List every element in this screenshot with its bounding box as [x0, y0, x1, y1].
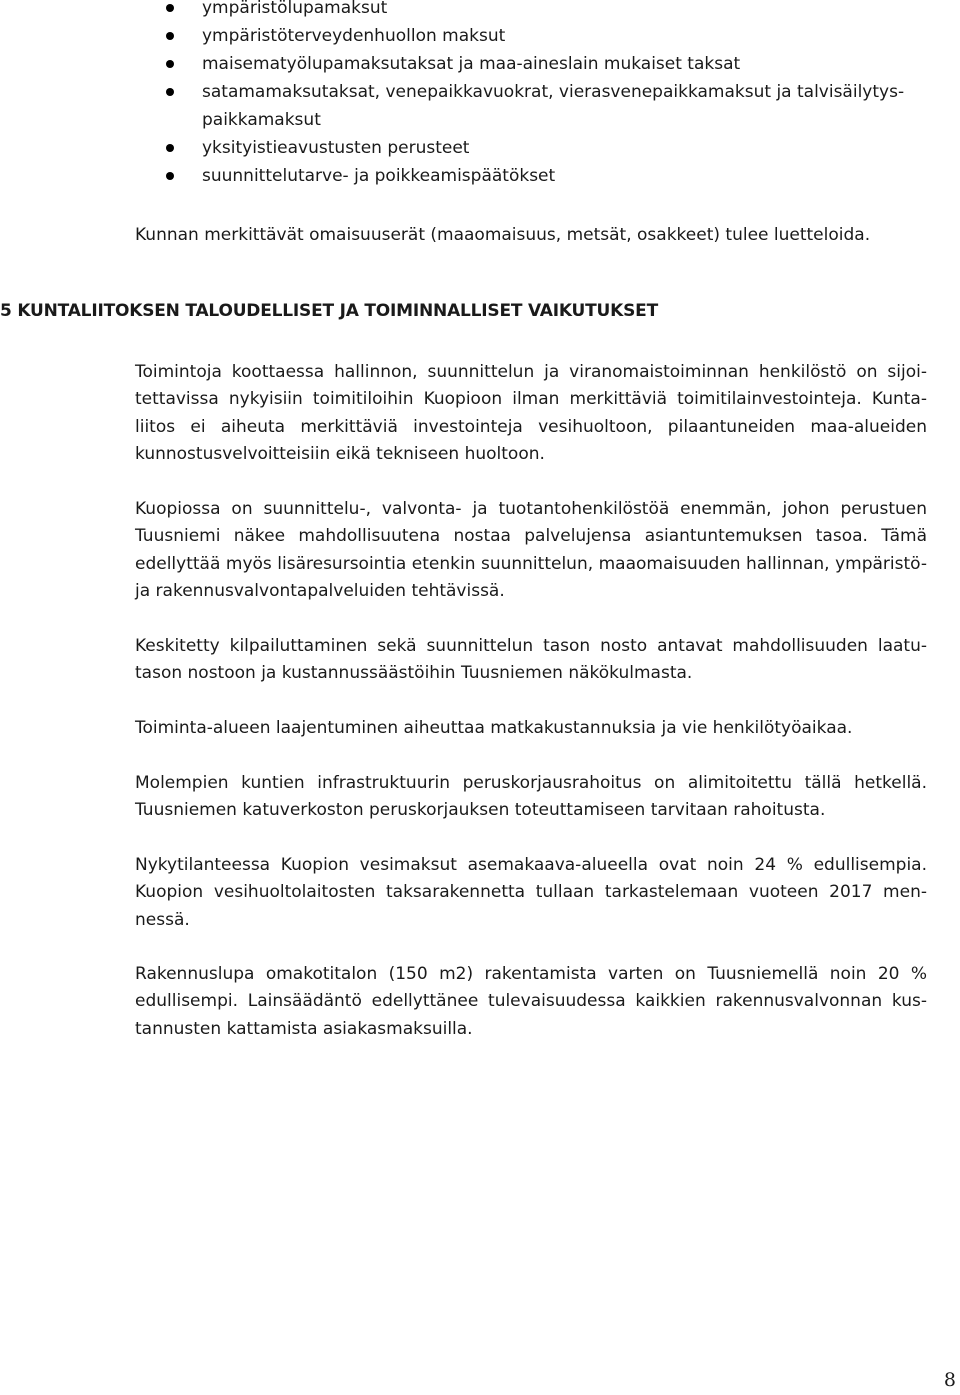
paragraph-travel-costs: Toiminta-alueen laajentuminen aiheuttaa matkakustannuksia ja vie henkilötyöaikaa.: [135, 718, 853, 738]
bullet-dot-icon: [166, 172, 174, 180]
intro-paragraph: Kunnan merkittävät omaisuuserät (maaomaisuus, metsät, osakkeet) tulee luetteloida.: [135, 225, 871, 245]
list-item: [0, 78, 960, 134]
list-item: [0, 22, 960, 50]
paragraph-expertise: Kuopiossa on suunnittelu-, valvonta- ja tuotantohenkilöstöä enemmän, johon perustuen Tuusniemi näkee mahdollisuutena nostaa palvelujensa asiantuntemuksen tasoa. Tämä edellyttää myös lisäresursointia etenkin suunnittelun, maaomaisuuden hallinnan, ympäristö- ja rakennusvalvontapalveluiden tehtävissä.: [135, 499, 927, 601]
list-item: [0, 162, 960, 190]
list-item-text: suunnittelutarve- ja poikkeamispäätökset: [202, 166, 556, 186]
bullet-dot-icon: [166, 88, 174, 96]
list-item-text: ympäristöterveydenhuollon maksut: [202, 26, 506, 46]
list-item-text: maisematyölupamaksutaksat ja maa-aineslain mukaiset taksat: [202, 54, 741, 74]
list-item: [0, 50, 960, 78]
section-heading: 5 KUNTALIITOKSEN TALOUDELLISET JA TOIMINNALLISET VAIKUTUKSET: [0, 301, 658, 321]
paragraph-infrastructure: Molempien kuntien infrastruktuurin peruskorjausrahoitus on alimitoitettu tällä hetkellä. Tuusniemen katuverkoston peruskorjauksen toteuttamiseen tarvitaan rahoitusta.: [135, 773, 927, 821]
bullet-dot-icon: [166, 32, 174, 40]
list-item-text: satamamaksutaksat, venepaikkavuokrat, vierasvenepaikkamaksut ja talvisäilytyspaikkamaksut: [202, 82, 905, 130]
list-item-text: yksityistieavustusten perusteet: [202, 138, 470, 158]
list-item: [0, 134, 960, 162]
bullet-list: [0, 0, 960, 190]
page-number: 8: [943, 1369, 956, 1391]
bullet-dot-icon: [166, 60, 174, 68]
paragraph-procurement: Keskitetty kilpailuttaminen sekä suunnittelun tason nosto antavat mahdollisuuden laatutason nostoon ja kustannussäästöihin Tuusniemen näkökulmasta.: [135, 636, 927, 684]
list-item: [0, 0, 960, 22]
list-item-text: ympäristölupamaksut: [202, 0, 388, 18]
paragraph-building-permit: Rakennuslupa omakotitalon (150 m2) rakentamista varten on Tuusniemellä noin 20 % edullisempi. Lainsäädäntö edellyttänee tulevaisuudessa kaikkien rakennusvalvonnan kustannusten kattamista asiakasmaksuilla.: [135, 964, 927, 1039]
paragraph-water-fees: Nykytilanteessa Kuopion vesimaksut asemakaava-alueella ovat noin 24 % edullisempia. Kuopion vesihuoltolaitosten taksarakennetta tullaan tarkastelemaan vuoteen 2017 mennessä.: [135, 855, 927, 930]
paragraph-staff-facilities: Toimintoja koottaessa hallinnon, suunnittelun ja viranomaistoiminnan henkilöstö on sijoitettavissa nykyisiin toimitiloihin Kuopioon ilman merkittäviä toimitilainvestointeja. Kuntaliitos ei aiheuta merkittäviä investointeja vesihuoltoon, pilaantuneiden maa-alueiden kunnostusvelvoitteisiin eikä tekniseen huoltoon.: [135, 362, 927, 464]
bullet-dot-icon: [166, 144, 174, 152]
bullet-dot-icon: [166, 4, 174, 12]
